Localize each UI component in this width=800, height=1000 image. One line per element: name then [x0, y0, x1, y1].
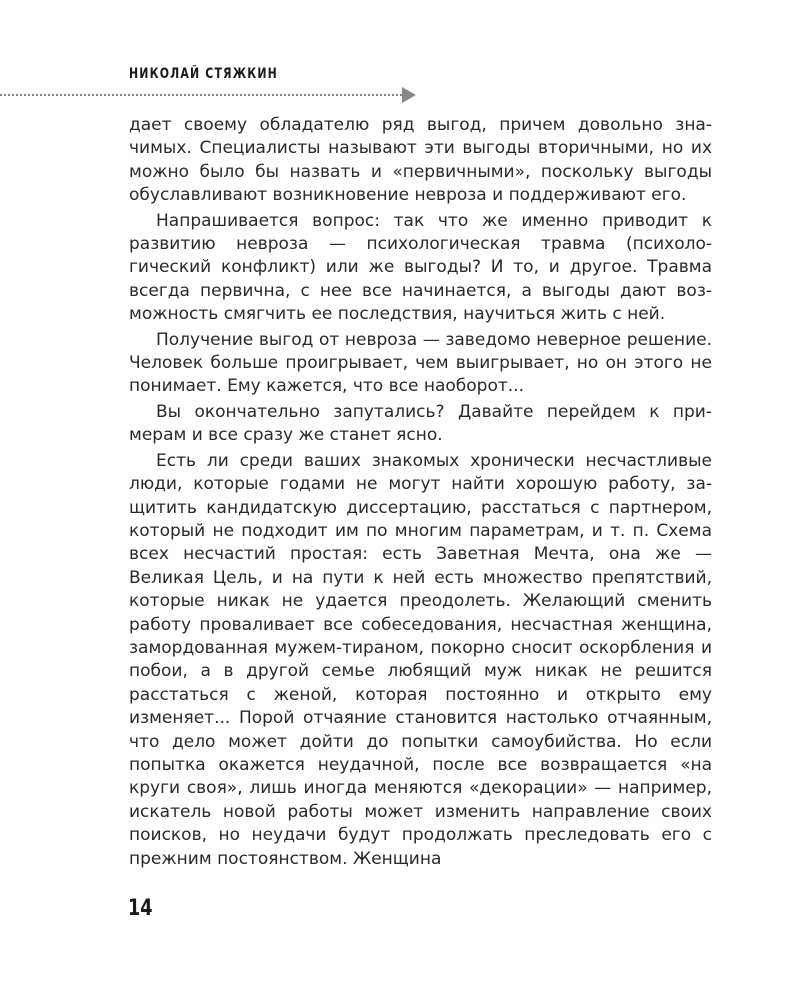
body-text [129, 114, 712, 873]
paragraph: Вы окончательно запутались? Давайте перейдем к примерам и все сразу же станет ясно. [129, 401, 712, 446]
paragraph: Получение выгод от невроза — заведомо неверное решение. Человек больше проигрывает, чем выигрывает, но он этого не понимает. Ему кажется, что все наоборот... [129, 329, 712, 397]
paragraph: Напрашивается вопрос: так что же именно приводит к развитию невроза — психологическая травма (психологический конфликт) или же выгоды? И то, и другое. Травма всегда первична, с нее все начинается, а выгоды дают возможность смягчить ее последствия, научиться жить с ней. [129, 210, 712, 325]
header-dotted-rule [0, 94, 410, 96]
running-header-author: НИКОЛАЙ СТЯЖКИН [129, 66, 278, 82]
arrow-right-icon [402, 87, 416, 103]
page-number: 14 [128, 896, 153, 921]
paragraph: дает своему обладателю ряд выгод, причем довольно значимых. Специалисты называют эти выгоды вторичными, но их можно было бы назвать и «первичными», поскольку выгоды обуславливают возникновение невроза и поддерживают его. [129, 115, 712, 206]
paragraph: Есть ли среди ваших знакомых хронически несчастливые люди, которые годами не могут найти хорошую работу, защитить кандидатскую диссертацию, расстаться с партнером, который не подходит им по многим параметрам, и т. п. Схема всех несчастий простая: есть Заветная Мечта, она же — Великая Цель, и на пути к ней есть множество препятствий, которые никак не удается преодолеть. Желающий сменить работу проваливает все собеседования, несчастная женщина, замордованная мужем-тираном, покорно сносит оскорбления и побои, а в другой семье любящий муж никак не решится расстаться с женой, которая постоянно и открыто ему изменяет... Порой отчаяние становится настолько отчаянным, что дело может дойти до попытки самоубийства. Но если попытка окажется неудачной, после все возвращается «на круги своя», лишь иногда меняются «декорации» — например, искатель новой работы может изменить направление своих поисков, но неудачи будут продолжать преследовать его с прежним постоянством. Женщина [129, 450, 712, 869]
